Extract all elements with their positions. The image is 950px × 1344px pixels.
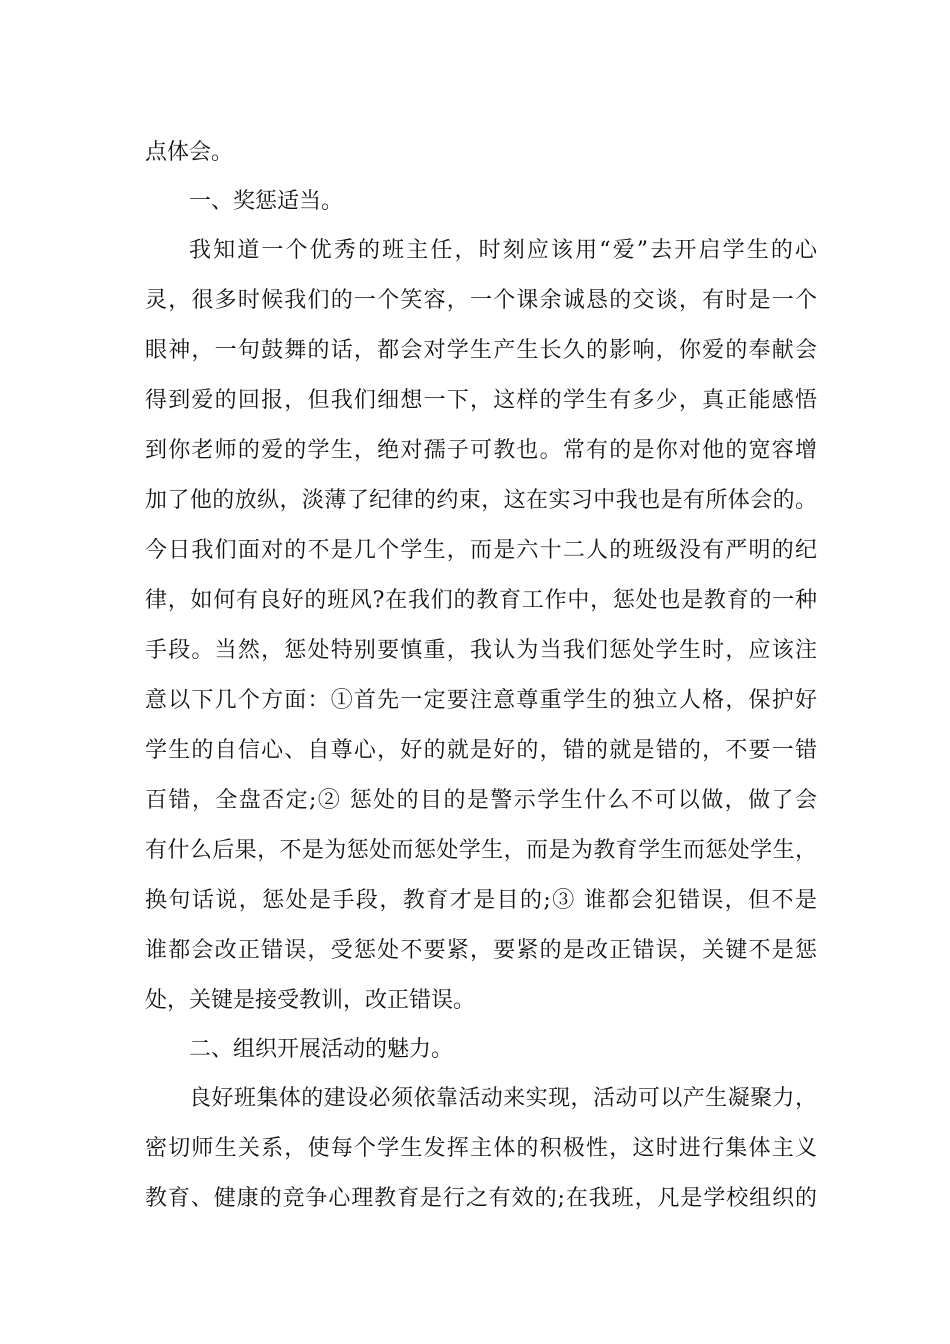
text-line: 加了他的放纵，淡薄了纪律的约束，这在实习中我也是有所体会的。 — [145, 488, 817, 513]
section-heading: 一、奖惩适当。 — [189, 189, 344, 214]
text-line: 律，如何有良好的班风?在我们的教育工作中，惩处也是教育的一种 — [145, 588, 817, 613]
text-line: 处，关键是接受教训，改正错误。 — [145, 988, 476, 1013]
text-line: 今日我们面对的不是几个学生，而是六十二人的班级没有严明的纪 — [145, 538, 817, 563]
text-line: 换句话说，惩处是手段，教育才是目的;③ 谁都会犯错误，但不是 — [145, 888, 817, 913]
text-line: 意以下几个方面：①首先一定要注意尊重学生的独立人格，保护好 — [145, 688, 817, 713]
text-line: 点体会。 — [145, 140, 234, 165]
text-line: 密切师生关系，使每个学生发挥主体的积极性，这时进行集体主义 — [145, 1136, 817, 1161]
text-line: 学生的自信心、自尊心，好的就是好的，错的就是错的，不要一错 — [145, 738, 817, 763]
text-line: 教育、健康的竞争心理教育是行之有效的;在我班，凡是学校组织的 — [145, 1186, 817, 1211]
text-line: 手段。当然，惩处特别要慎重，我认为当我们惩处学生时，应该注 — [145, 638, 817, 663]
text-line: 有什么后果，不是为惩处而惩处学生，而是为教育学生而惩处学生， — [145, 838, 817, 863]
text-line: 良好班集体的建设必须依靠活动来实现，活动可以产生凝聚力， — [189, 1086, 817, 1111]
text-line: 到你老师的爱的学生，绝对孺子可教也。常有的是你对他的宽容增 — [145, 438, 817, 463]
text-line: 谁都会改正错误，受惩处不要紧，要紧的是改正错误，关键不是惩 — [145, 938, 817, 963]
text-line: 百错，全盘否定;② 惩处的目的是警示学生什么不可以做，做了会 — [145, 788, 817, 813]
text-line: 我知道一个优秀的班主任，时刻应该用“爱”去开启学生的心 — [189, 238, 817, 263]
text-line: 眼神，一句鼓舞的话，都会对学生产生长久的影响，你爱的奉献会 — [145, 338, 817, 363]
text-line: 灵，很多时候我们的一个笑容，一个课余诚恳的交谈，有时是一个 — [145, 288, 817, 313]
text-line: 得到爱的回报，但我们细想一下，这样的学生有多少，真正能感悟 — [145, 388, 817, 413]
section-heading: 二、组织开展活动的魅力。 — [189, 1037, 454, 1062]
